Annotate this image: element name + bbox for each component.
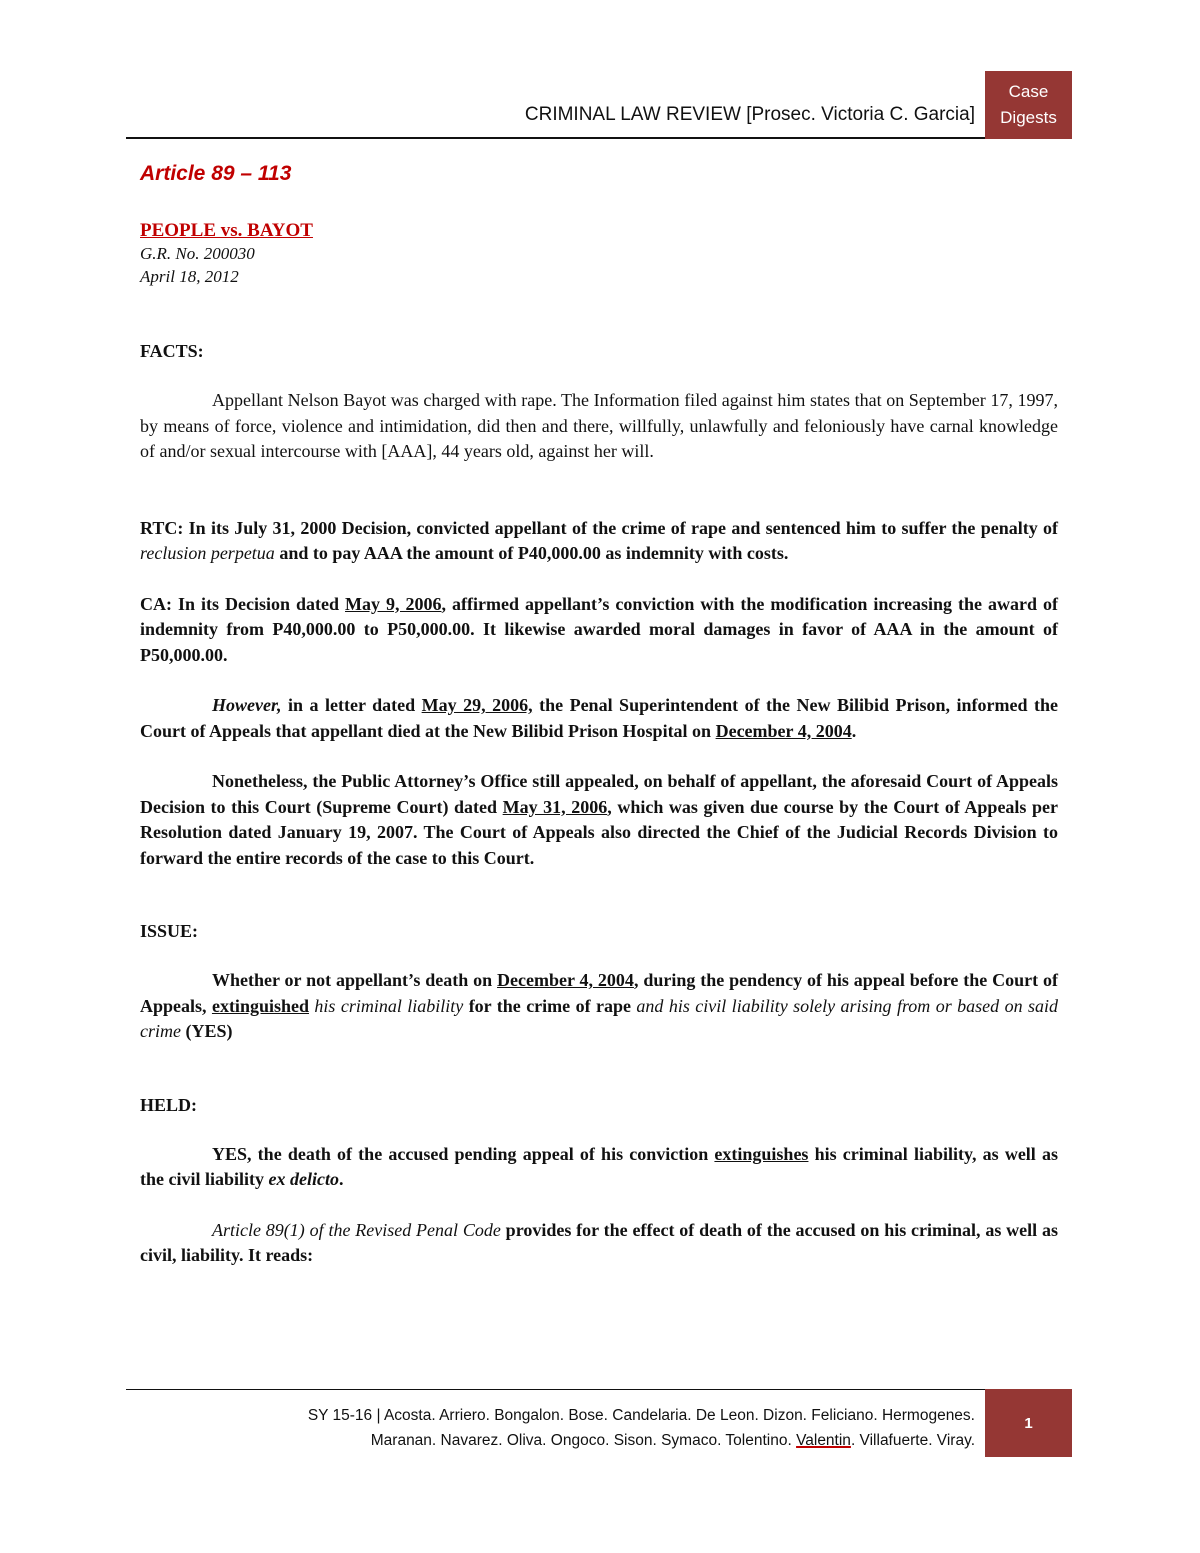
rtc-paragraph: RTC: In its July 31, 2000 Decision, convicted appellant of the crime of rape and sentenced him to suffer the penalty of reclusion perpetua and to pay AAA the amount of P40,000.00 as indemnity with costs.	[140, 517, 1058, 563]
held-paragraph: YES, the death of the accused pending appeal of his conviction extinguishes his criminal liability, as well as the civil liability ex delicto.	[140, 1143, 1058, 1189]
ca-paragraph: CA: In its Decision dated May 9, 2006, affirmed appellant’s conviction with the modification increasing the award of indemnity from P40,000.00 to P50,000.00. It likewise awarded moral damages in favor of AAA in the amount of P50,000.00.	[140, 593, 1058, 665]
page-number: 1	[1024, 1414, 1033, 1432]
facts-paragraph-1: Appellant Nelson Bayot was charged with rape. The Information filed against him states that on September 17, 1997, by means of force, violence and intimidation, did then and there, willfully, unlawfully and feloniously have carnal knowledge of and/or sexual intercourse with [AAA], 44 years old, against her will.	[140, 390, 1058, 461]
header-title: CRIMINAL LAW REVIEW [Prosec. Victoria C. Garcia]	[524, 104, 975, 125]
document-body	[140, 162, 1058, 1269]
case-date: April 18, 2012	[140, 267, 239, 286]
footer-line-1: SY 15-16 | Acosta. Arriero. Bongalon. Bose. Candelaria. De Leon. Dizon. Feliciano. Hermogenes.	[307, 1407, 975, 1424]
article-heading: Article 89 – 113	[140, 162, 292, 185]
footer-line-2: Maranan. Navarez. Oliva. Ongoco. Sison. Symaco. Tolentino. Valentin. Villafuerte. Viray.	[370, 1432, 975, 1449]
issue-heading: ISSUE:	[140, 921, 199, 941]
issue-paragraph: Whether or not appellant’s death on December 4, 2004, during the pendency of his appeal before the Court of Appeals, extinguished his criminal liability for the crime of rape and his civil liability solely arising from or based on said crime (YES)	[140, 970, 1059, 1041]
footer-text	[140, 1403, 975, 1453]
however-paragraph: However, in a letter dated May 29, 2006, the Penal Superintendent of the New Bilibid Prison, informed the Court of Appeals that appellant died at the New Bilibid Prison Hospital on December 4, 2004.	[140, 695, 1058, 741]
facts-heading: FACTS:	[140, 341, 204, 361]
held-heading: HELD:	[140, 1094, 198, 1115]
page-number-badge	[985, 1389, 1072, 1457]
article-89-paragraph: Article 89(1) of the Revised Penal Code provides for the effect of death of the accused on his criminal, as well as civil, liability. It reads:	[140, 1219, 1058, 1265]
case-title: PEOPLE vs. BAYOT	[140, 220, 313, 241]
header-badge-line2: Digests	[1000, 108, 1057, 127]
case-gr-number: G.R. No. 200030	[140, 244, 255, 263]
header-badge-line1: Case	[1008, 82, 1049, 101]
header-badge	[985, 71, 1072, 139]
header-rule	[126, 137, 987, 139]
footer-rule	[126, 1389, 987, 1390]
nonetheless-paragraph: Nonetheless, the Public Attorney’s Office still appealed, on behalf of appellant, the aforesaid Court of Appeals Decision to this Court (Supreme Court) dated May 31, 2006, which was given due course by the Court of Appeals per Resolution dated January 19, 2007. The Court of Appeals also directed the Chief of the Judicial Records Division to forward the entire records of the case to this Court.	[140, 771, 1058, 868]
